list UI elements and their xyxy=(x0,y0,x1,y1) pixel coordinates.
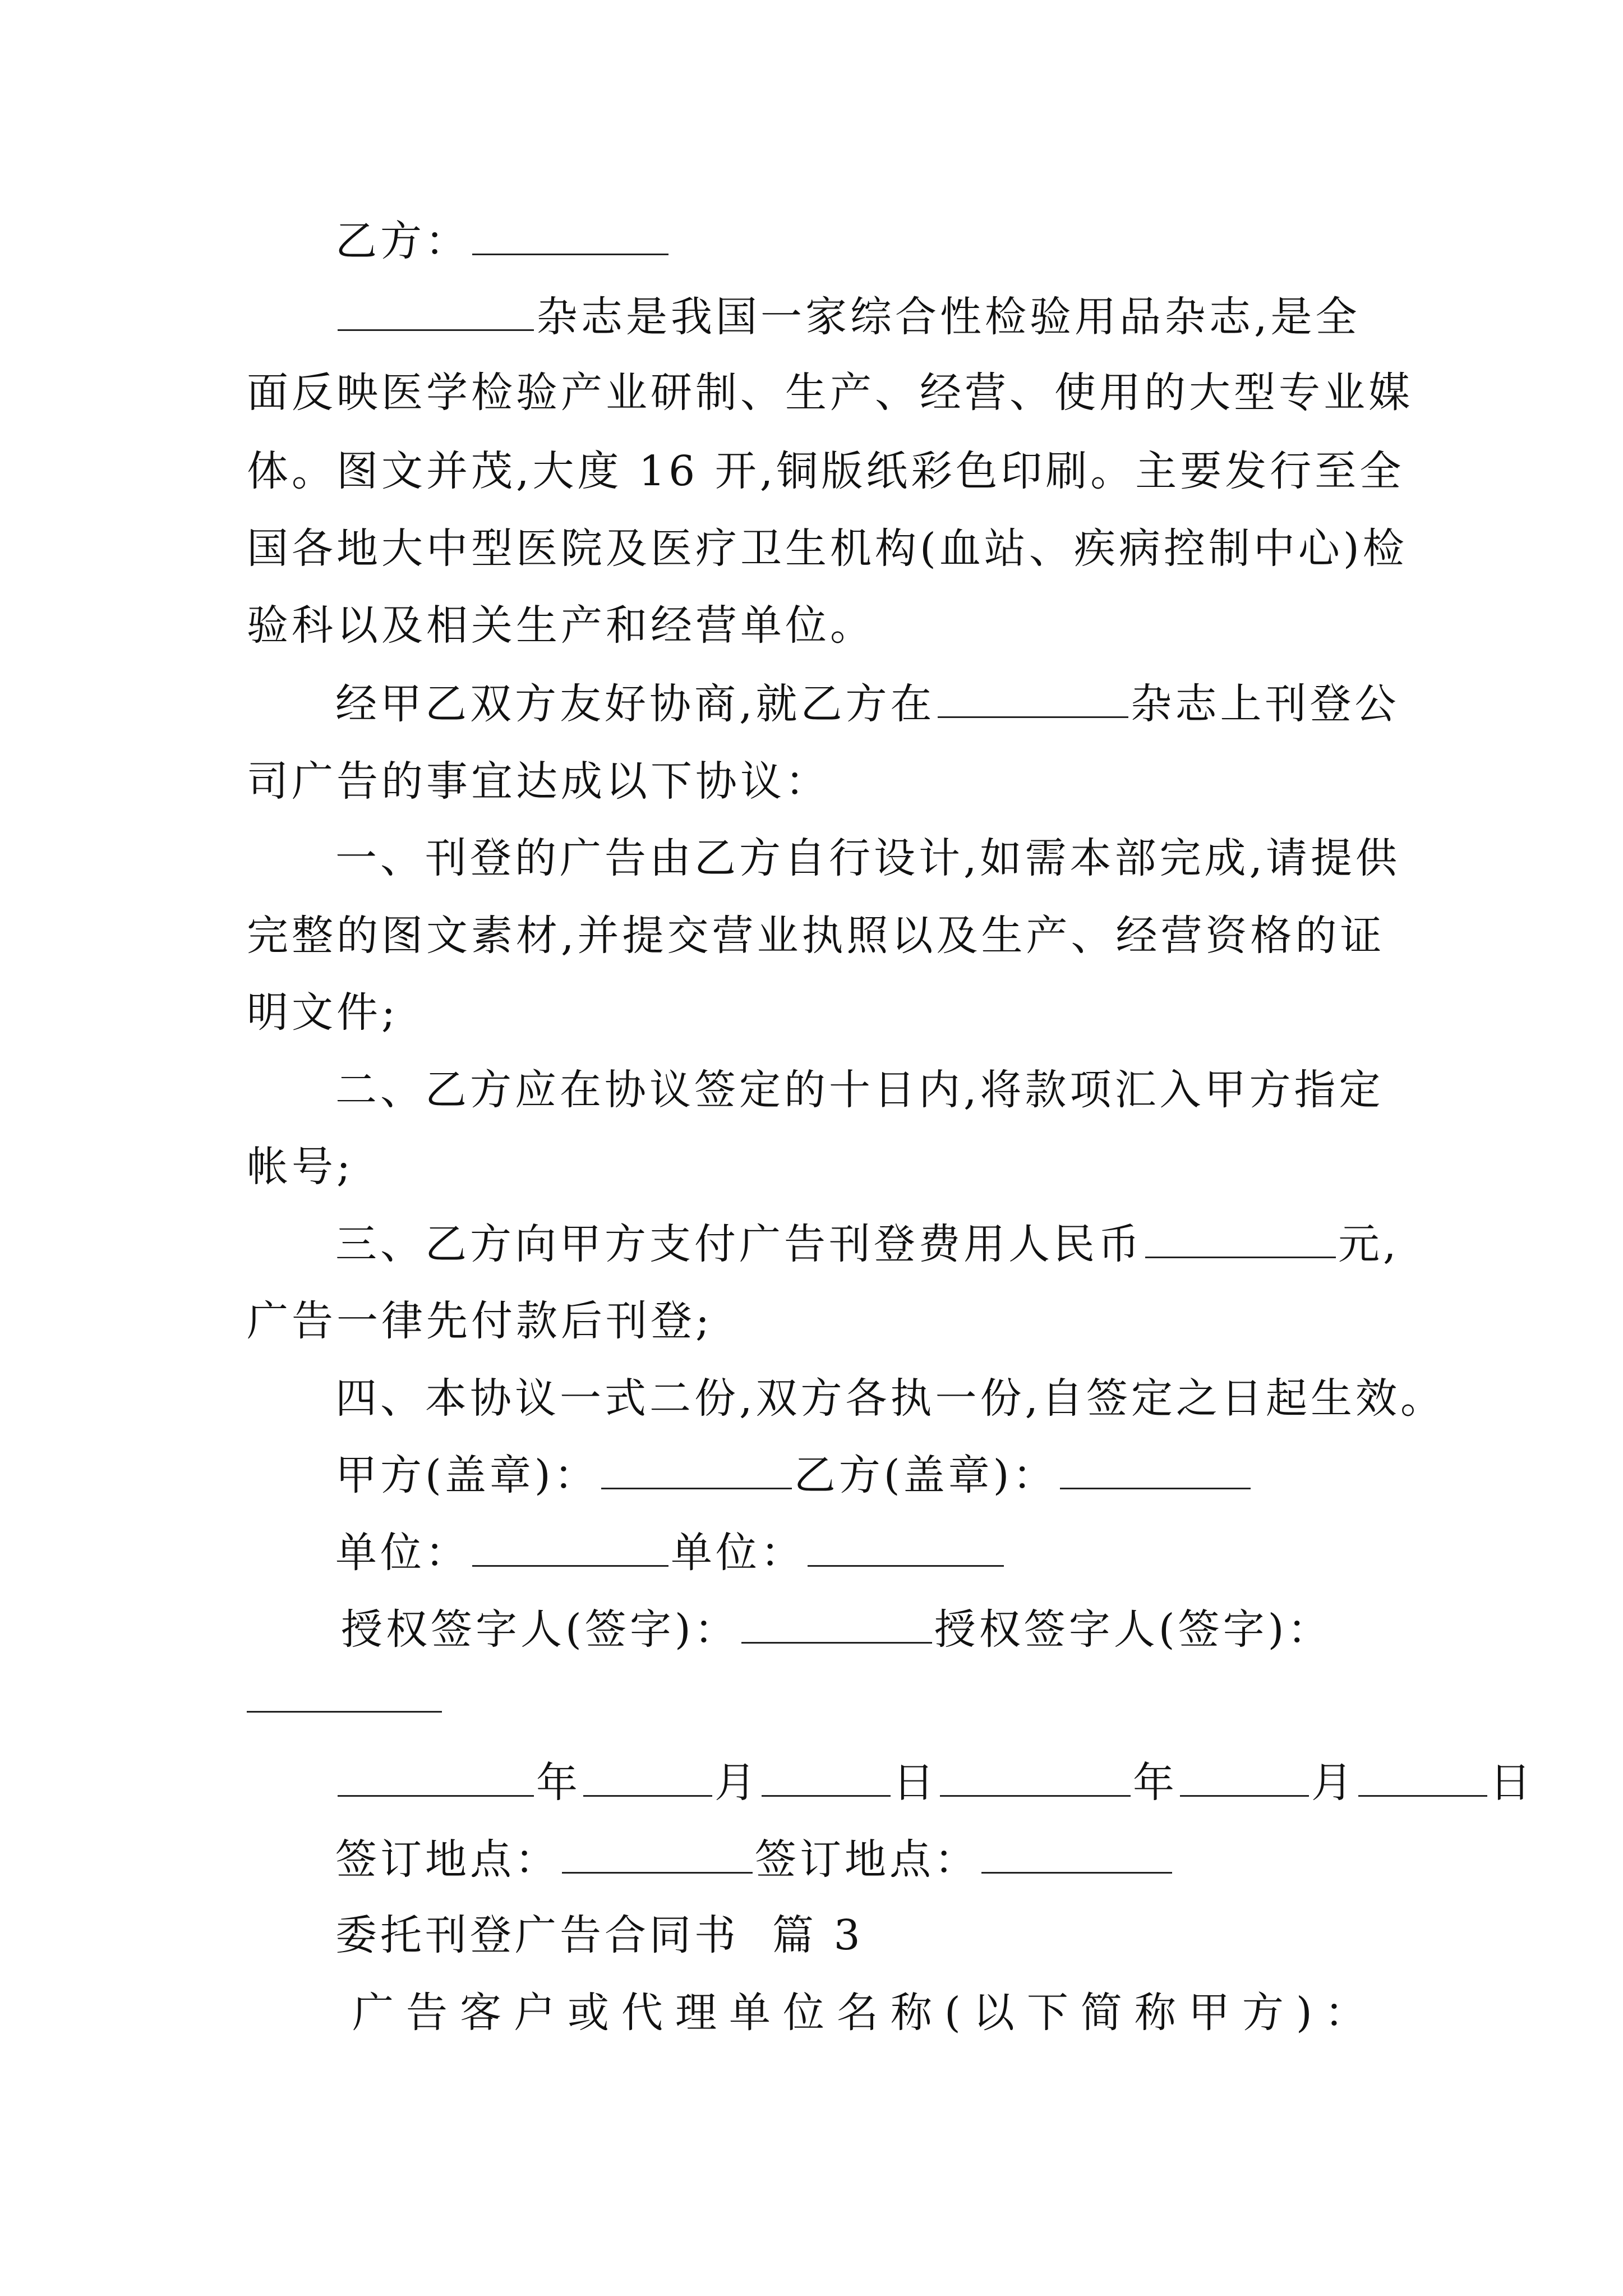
party-b-blank xyxy=(472,242,668,255)
intro-text-1: 杂志是我国一家综合性检验用品杂志,是全 xyxy=(536,293,1361,341)
clause-1-line-1: 一、刊登的广告由乙方自行设计,如需本部完成,请提供 xyxy=(335,834,1401,882)
seal-b-blank xyxy=(1060,1476,1251,1489)
place-b-label: 签订地点： xyxy=(755,1835,979,1884)
clause-3-text-b: 元, xyxy=(1338,1220,1400,1268)
seal-b-label: 乙方(盖章)： xyxy=(794,1451,1058,1499)
clause-2-line-1: 二、乙方应在协议签定的十日内,将款项汇入甲方指定 xyxy=(335,1066,1384,1114)
clause-1-line-3: 明文件; xyxy=(247,988,399,1037)
month-a-label: 月 xyxy=(714,1759,759,1807)
day-b-label: 日 xyxy=(1490,1759,1534,1807)
place-a-label: 签订地点： xyxy=(335,1835,560,1884)
unit-a-label: 单位： xyxy=(335,1529,470,1577)
auth-b-label: 授权签字人(签字)： xyxy=(934,1605,1332,1654)
consult-line-1 xyxy=(335,676,1400,732)
place-a-blank xyxy=(562,1861,753,1874)
intro-line-5: 验科以及相关生产和经营单位。 xyxy=(247,601,875,650)
unit-b-blank xyxy=(808,1554,1004,1567)
party-b-label: 乙方： xyxy=(335,217,470,265)
place-b-blank xyxy=(981,1861,1172,1874)
year-b-blank xyxy=(940,1784,1131,1797)
auth-a-label: 授权签字人(签字)： xyxy=(341,1605,739,1654)
auth-b-blank xyxy=(247,1711,442,1713)
clause-3-line-1 xyxy=(335,1216,1400,1272)
day-a-label: 日 xyxy=(893,1759,938,1807)
clause-3-text-a: 三、乙方向甲方支付广告刊登费用人民币 xyxy=(335,1220,1143,1268)
clause-2-line-2: 帐号; xyxy=(247,1143,354,1191)
intro-line-4: 国各地大中型医院及医疗卫生机构(血站、疾病控制中心)检 xyxy=(247,524,1408,573)
intro-line-3: 体。图文并茂,大度 16 开,铜版纸彩色印刷。主要发行至全 xyxy=(247,447,1405,495)
unit-b-label: 单位： xyxy=(671,1529,805,1577)
date-line xyxy=(335,1755,1534,1811)
client-line: 广告客户或代理单位名称(以下简称甲方)： xyxy=(352,1989,1378,2037)
seal-a-label: 甲方(盖章)： xyxy=(335,1451,599,1499)
unit-a-blank xyxy=(472,1554,668,1567)
clause-4-line: 四、本协议一式二份,双方各执一份,自签定之日起生效。 xyxy=(335,1374,1446,1423)
seal-line xyxy=(335,1447,1253,1503)
day-b-blank xyxy=(1358,1784,1487,1797)
clause-1-line-2: 完整的图文素材,并提交营业执照以及生产、经营资格的证 xyxy=(247,912,1385,960)
unit-line xyxy=(335,1525,1006,1581)
fee-amount-blank xyxy=(1145,1245,1336,1258)
consult-magazine-blank xyxy=(938,705,1128,718)
month-b-label: 月 xyxy=(1311,1759,1356,1807)
day-a-blank xyxy=(762,1784,891,1797)
year-b-label: 年 xyxy=(1133,1759,1178,1807)
year-a-label: 年 xyxy=(536,1759,581,1807)
consult-text-a: 经甲乙双方友好协商,就乙方在 xyxy=(335,680,935,728)
consult-line-2: 司广告的事宜达成以下协议： xyxy=(247,757,830,806)
year-a-blank xyxy=(338,1784,534,1797)
month-b-blank xyxy=(1180,1784,1309,1797)
intro-line-2: 面反映医学检验产业研制、生产、经营、使用的大型专业媒 xyxy=(247,369,1413,417)
clause-3-line-2: 广告一律先付款后刊登; xyxy=(247,1297,713,1345)
intro-line-1 xyxy=(335,289,1361,345)
auth-a-blank xyxy=(741,1631,932,1644)
month-a-blank xyxy=(583,1784,712,1797)
place-line xyxy=(335,1832,1174,1888)
magazine-name-blank xyxy=(338,318,534,331)
auth-line xyxy=(341,1602,1332,1658)
seal-a-blank xyxy=(601,1476,792,1489)
party-b-line xyxy=(335,213,671,269)
section-title: 委托刊登广告合同书 篇 3 xyxy=(335,1911,864,1959)
consult-text-b: 杂志上刊登公 xyxy=(1130,680,1400,728)
